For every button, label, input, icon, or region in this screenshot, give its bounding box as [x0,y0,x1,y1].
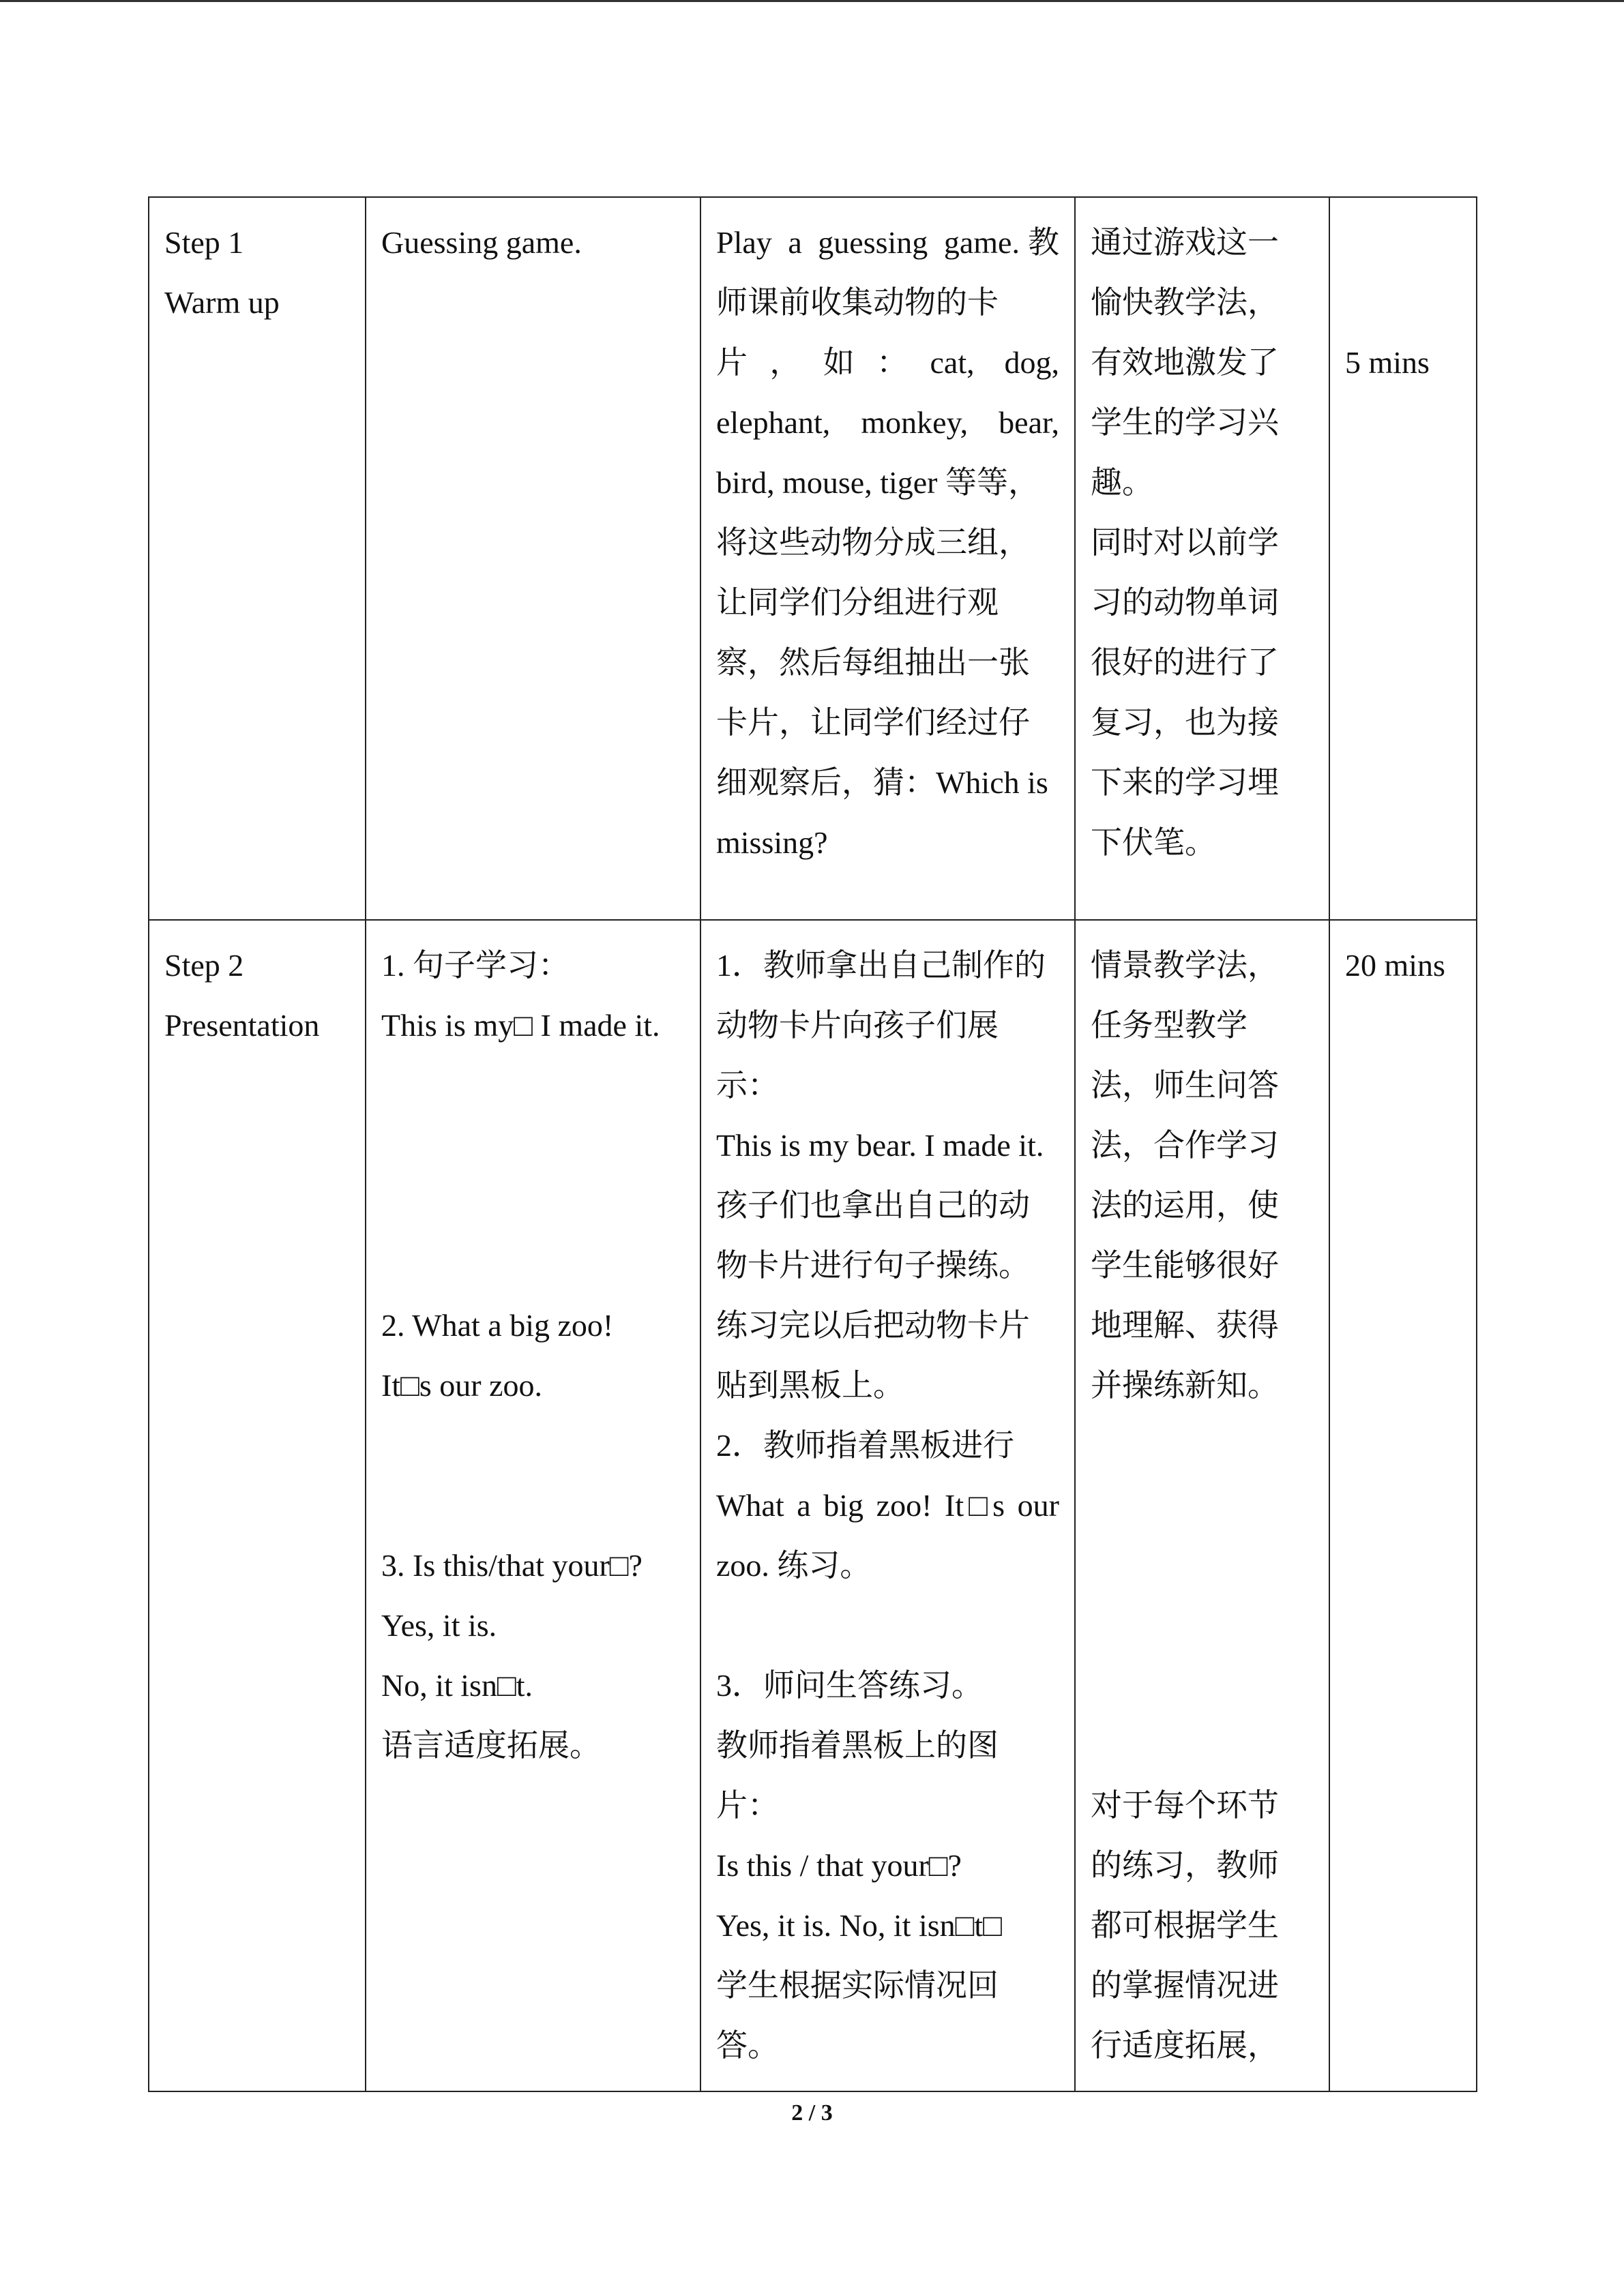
content-cell [366,197,700,920]
time-text: 5 mins [1345,345,1430,380]
purpose-line: 法，师生问答 [1091,1068,1279,1103]
step-title: Warm up [164,285,280,320]
activity-line: 物卡片进行句子操练。 [716,1248,1030,1283]
activity-line: 示： [716,1068,779,1103]
activity-line: 练习完以后把动物卡片 [716,1308,1030,1343]
purpose-line: 通过游戏这一 [1091,225,1279,260]
step-number: Step 1 [164,225,244,260]
content-line: This is my□ I made it. [381,1008,660,1043]
page-number: 2 / 3 [791,2100,833,2126]
spacer [1091,1416,1314,1776]
purpose-line: 下来的学习埋 [1091,765,1279,800]
content-line: 2. What a big zoo! [381,1308,614,1343]
spacer [381,1056,685,1296]
purpose-line: 有效地激发了 [1091,345,1279,380]
activity-line: 卡片，让同学们经过仔 [716,705,1030,740]
time-cell [1329,920,1477,2091]
activity-line: 细观察后，猜：Which is [716,765,1048,800]
purpose-line: 并操练新知。 [1091,1368,1279,1403]
activity-cell [700,920,1075,2091]
step-cell [149,920,366,2091]
activity-line: zoo. 练习。 [716,1548,872,1583]
step-title: Presentation [164,1008,320,1043]
table-row [149,920,1477,2091]
step-number: Step 2 [164,948,244,983]
lesson-plan-table [148,196,1477,2092]
purpose-cell [1075,920,1329,2091]
activity-line: 让同学们分组进行观 [716,585,999,620]
purpose-line: 很好的进行了 [1091,645,1279,680]
activity-line: Is this / that your□? [716,1848,962,1883]
activity-line: bird, mouse, tiger 等等， [716,465,1039,500]
purpose-line: 地理解、获得 [1091,1308,1279,1343]
activity-line: 2．教师指着黑板进行 [716,1428,1014,1463]
purpose-line: 情景教学法， [1091,948,1279,983]
purpose-line: 愉快教学法， [1091,285,1279,320]
content-line: Yes, it is. [381,1608,497,1643]
activity-line: 答。 [716,2028,779,2063]
purpose-line: 对于每个环节 [1091,1788,1279,1823]
purpose-line: 习的动物单词 [1091,585,1279,620]
purpose-line: 法，合作学习 [1091,1128,1279,1163]
time-cell [1329,197,1477,920]
purpose-line: 趣。 [1091,465,1153,500]
activity-line: 察，然后每组抽出一张 [716,645,1030,680]
purpose-line: 都可根据学生 [1091,1908,1279,1943]
content-line: No, it isn□t. [381,1668,533,1703]
activity-line: 贴到黑板上。 [716,1368,904,1403]
purpose-line: 法的运用，使 [1091,1188,1279,1223]
activity-line: 片，如：cat, dog, [716,345,1059,380]
purpose-line: 的掌握情况进 [1091,1968,1279,2003]
activity-line: Play a guessing game.教 [716,225,1059,260]
purpose-line: 同时对以前学 [1091,525,1279,560]
activity-cell [700,197,1075,920]
activity-line: 片： [716,1788,779,1823]
purpose-cell [1075,197,1329,920]
content-line: 3. Is this/that your□? [381,1548,643,1583]
activity-line: Yes, it is. No, it isn□t□ [716,1908,1002,1943]
content-line: 1. 句子学习： [381,948,570,983]
activity-line: What a big zoo! It□s our [716,1488,1059,1523]
activity-line: 将这些动物分成三组， [716,525,1030,560]
activity-line: 教师指着黑板上的图 [716,1728,999,1763]
purpose-line: 复习，也为接 [1091,705,1279,740]
activity-line: 学生根据实际情况回 [716,1968,999,2003]
activity-line: 孩子们也拿出自己的动 [716,1188,1030,1223]
step-cell [149,197,366,920]
time-text: 20 mins [1345,948,1445,983]
activity-line: missing? [716,825,828,860]
content-line: It□s our zoo. [381,1368,543,1403]
activity-line: 动物卡片向孩子们展 [716,1008,999,1043]
content-text: Guessing game. [381,225,582,260]
purpose-line: 下伏笔。 [1091,825,1216,860]
purpose-line: 的练习，教师 [1091,1848,1279,1883]
top-border-line [0,0,1624,2]
activity-line: 1．教师拿出自己制作的 [716,948,1046,983]
activity-line: This is my bear. I made it. [716,1128,1044,1163]
activity-line: 3．师问生答练习。 [716,1668,983,1703]
activity-line: elephant, monkey, bear, [716,405,1059,440]
purpose-line: 学生的学习兴 [1091,405,1279,440]
purpose-line: 行适度拓展， [1091,2028,1279,2063]
purpose-line: 任务型教学 [1091,1008,1247,1043]
purpose-line: 学生能够很好 [1091,1248,1279,1283]
content-line: 语言适度拓展。 [381,1728,601,1763]
spacer [381,1416,685,1536]
activity-line [716,1596,1059,1656]
table-row [149,197,1477,920]
content-cell [366,920,700,2091]
activity-line: 师课前收集动物的卡 [716,285,999,320]
